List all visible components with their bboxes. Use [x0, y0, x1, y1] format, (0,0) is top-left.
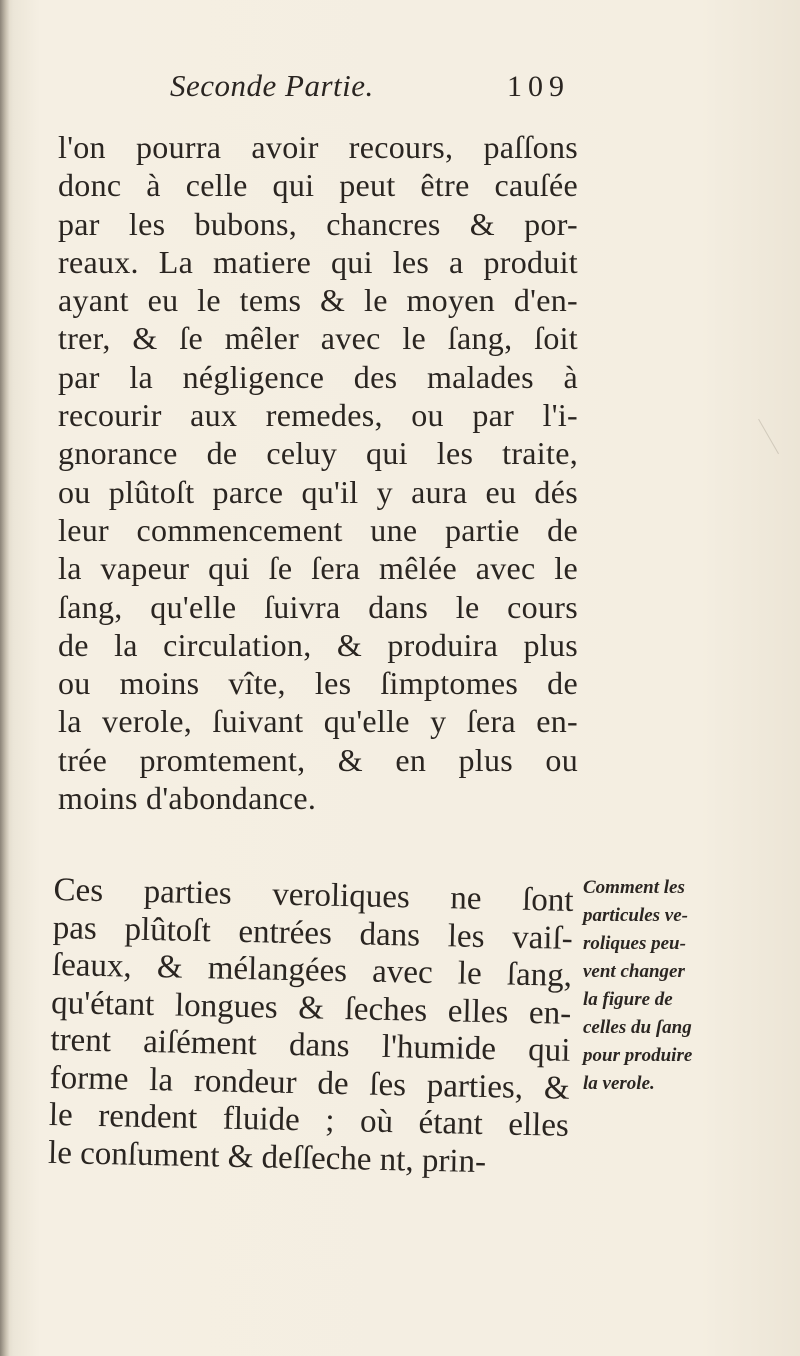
text-line: trer, & ſe mêler avec le ſang, ſoit [58, 320, 578, 357]
text-line: ſeaux, & mélangées avec le ſang, [51, 946, 573, 994]
text-line: leur commencement une partie de [58, 511, 578, 548]
paragraph-1 [58, 128, 578, 817]
text-line: pas plûtoſt entrées dans les vaiſ- [52, 909, 574, 957]
paper-mark [746, 419, 779, 461]
marginal-line: celles du ſang [583, 1017, 692, 1038]
text-line: ou moins vîte, les ſimptomes de [58, 665, 578, 702]
text-line: trée promtement, & en plus ou [58, 741, 578, 778]
running-title: Seconde Partie. [170, 68, 374, 103]
marginal-line: vent changer [583, 961, 685, 982]
marginal-line: la figure de [583, 989, 673, 1010]
text-line: trent aiſément dans l'humide qui [50, 1021, 571, 1069]
text-line: par les bubons, chancres & por- [58, 205, 578, 242]
text-line: ou plûtoſt parce qu'il y aura eu dés [58, 473, 578, 510]
marginal-line: Comment les [583, 877, 685, 898]
text-line: le conſument & deſſeche nt, prin- [47, 1134, 487, 1180]
text-line: moins d'abondance. [58, 780, 317, 817]
text-line: qu'étant longues & ſeches elles en- [50, 984, 572, 1032]
paragraph-2 [48, 872, 574, 1183]
text-line: de la circulation, & produira plus [58, 626, 578, 663]
text-line: l'on pourra avoir recours, paſſons [58, 129, 578, 165]
text-line: Ces parties veroliques ne ſont [53, 872, 574, 919]
marginal-line: la verole. [583, 1073, 655, 1094]
text-line: recourir aux remedes, ou par l'i- [58, 397, 578, 434]
marginal-line: particules ve- [583, 905, 689, 926]
text-line: gnorance de celuy qui les traite, [58, 435, 578, 472]
text-line: ayant eu le tems & le moyen d'en- [58, 282, 578, 319]
text-line: ſang, qu'elle ſuivra dans le cours [58, 588, 578, 625]
text-line: le rendent fluide ; où étant elles [48, 1096, 570, 1144]
text-line: reaux. La matiere qui les a produit [58, 243, 578, 280]
page-header [170, 68, 590, 118]
page-number: 109 [507, 70, 570, 103]
marginal-note [583, 874, 758, 1098]
marginal-line: roliques peu- [583, 933, 686, 954]
page-binding-edge [0, 0, 10, 1356]
text-line: forme la rondeur de ſes parties, & [49, 1059, 570, 1107]
text-line: la verole, ſuivant qu'elle y ſera en- [58, 703, 578, 740]
marginal-line: pour produire [583, 1045, 693, 1066]
text-line: par la négligence des malades à [58, 358, 578, 395]
text-line: donc à celle qui peut être cauſée [58, 167, 578, 204]
text-line: la vapeur qui ſe ſera mêlée avec le [58, 550, 578, 587]
